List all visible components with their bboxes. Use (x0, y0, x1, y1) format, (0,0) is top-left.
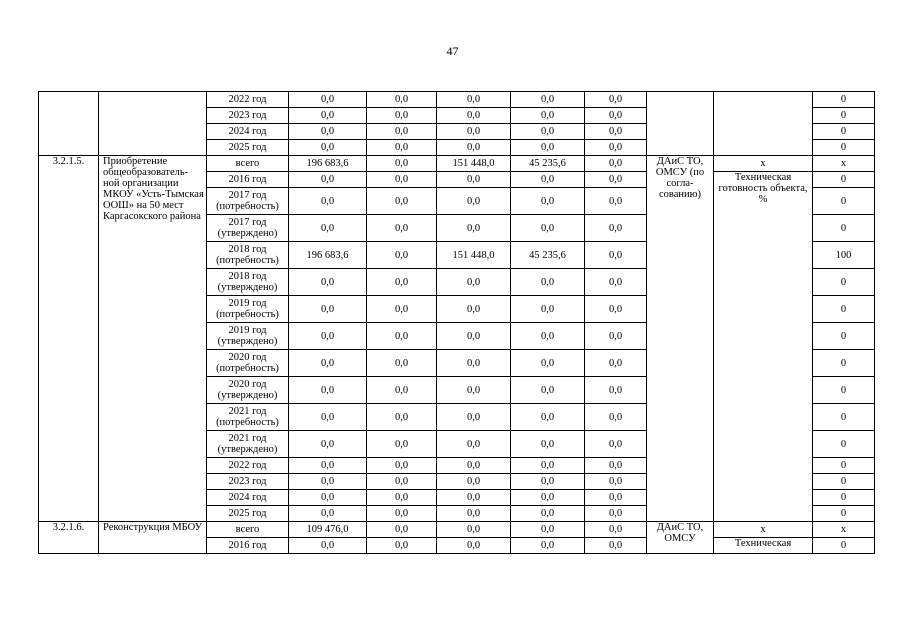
regional-cell: 0,0 (437, 474, 511, 490)
regional-cell: 0,0 (437, 108, 511, 124)
indicator-value: 0 (813, 431, 875, 458)
total-cell: 0,0 (289, 108, 367, 124)
total-cell: 0,0 (289, 506, 367, 522)
total-cell: 0,0 (289, 215, 367, 242)
indicator-value: 0 (813, 474, 875, 490)
total-cell: 0,0 (289, 431, 367, 458)
period-cell: 2017 год (утверждено) (207, 215, 289, 242)
extra-cell: 0,0 (585, 296, 647, 323)
extra-cell: 0,0 (585, 269, 647, 296)
total-cell: 109 476,0 (289, 522, 367, 538)
regional-cell: 0,0 (437, 92, 511, 108)
regional-cell: 0,0 (437, 296, 511, 323)
indicator-value: 0 (813, 490, 875, 506)
extra-cell: 0,0 (585, 124, 647, 140)
period-cell: 2023 год (207, 474, 289, 490)
indicator-value: 100 (813, 242, 875, 269)
extra-cell: 0,0 (585, 108, 647, 124)
federal-cell: 0,0 (367, 156, 437, 172)
total-cell: 0,0 (289, 92, 367, 108)
federal-cell: 0,0 (367, 172, 437, 188)
local-cell: 0,0 (511, 377, 585, 404)
period-cell: 2021 год (утверждено) (207, 431, 289, 458)
federal-cell: 0,0 (367, 490, 437, 506)
extra-cell: 0,0 (585, 92, 647, 108)
extra-cell: 0,0 (585, 538, 647, 554)
federal-cell: 0,0 (367, 188, 437, 215)
total-cell: 196 683,6 (289, 242, 367, 269)
extra-cell: 0,0 (585, 474, 647, 490)
period-cell: 2019 год (потребность) (207, 296, 289, 323)
period-cell: 2016 год (207, 172, 289, 188)
total-cell: 0,0 (289, 124, 367, 140)
total-cell: 0,0 (289, 172, 367, 188)
total-cell: 0,0 (289, 188, 367, 215)
local-cell: 0,0 (511, 172, 585, 188)
program-table (38, 91, 875, 554)
indicator-value: 0 (813, 124, 875, 140)
indicator-value: 0 (813, 108, 875, 124)
period-cell: 2020 год (потребность) (207, 350, 289, 377)
indicator-value: 0 (813, 215, 875, 242)
federal-cell: 0,0 (367, 431, 437, 458)
period-cell: 2021 год (потребность) (207, 404, 289, 431)
federal-cell: 0,0 (367, 124, 437, 140)
page-number: 47 (446, 44, 459, 58)
federal-cell: 0,0 (367, 296, 437, 323)
local-cell: 0,0 (511, 188, 585, 215)
period-cell: 2018 год (утверждено) (207, 269, 289, 296)
period-cell: 2022 год (207, 92, 289, 108)
indicator-value: 0 (813, 172, 875, 188)
local-cell: 0,0 (511, 215, 585, 242)
regional-cell: 0,0 (437, 431, 511, 458)
period-cell: 2023 год (207, 108, 289, 124)
federal-cell: 0,0 (367, 404, 437, 431)
federal-cell: 0,0 (367, 269, 437, 296)
indicator-first-cell: х (714, 522, 813, 538)
table-row (39, 522, 875, 538)
item-name: Приобретение общеобразователь-ной организации МКОУ «Усть-Тымская ООШ» на 50 мест Каргасокского района (99, 156, 207, 522)
extra-cell: 0,0 (585, 506, 647, 522)
executor-cell: ДАиС ТО, ОМСУ (по согла-сованию) (647, 156, 714, 522)
local-cell: 0,0 (511, 458, 585, 474)
executor-cell (647, 92, 714, 156)
period-cell: 2017 год (потребность) (207, 188, 289, 215)
table-row (39, 92, 875, 108)
local-cell: 45 235,6 (511, 242, 585, 269)
regional-cell: 0,0 (437, 215, 511, 242)
federal-cell: 0,0 (367, 92, 437, 108)
local-cell: 0,0 (511, 490, 585, 506)
indicator-value: 0 (813, 269, 875, 296)
extra-cell: 0,0 (585, 490, 647, 506)
extra-cell: 0,0 (585, 172, 647, 188)
indicator-value: 0 (813, 404, 875, 431)
period-cell: 2025 год (207, 140, 289, 156)
total-cell: 0,0 (289, 269, 367, 296)
total-cell: 0,0 (289, 323, 367, 350)
local-cell: 0,0 (511, 269, 585, 296)
indicator-value: 0 (813, 188, 875, 215)
total-cell: 196 683,6 (289, 156, 367, 172)
total-cell: 0,0 (289, 490, 367, 506)
regional-cell: 0,0 (437, 172, 511, 188)
regional-cell: 0,0 (437, 490, 511, 506)
regional-cell: 0,0 (437, 538, 511, 554)
period-cell: 2020 год (утверждено) (207, 377, 289, 404)
period-cell: 2024 год (207, 124, 289, 140)
extra-cell: 0,0 (585, 431, 647, 458)
federal-cell: 0,0 (367, 140, 437, 156)
federal-cell: 0,0 (367, 242, 437, 269)
federal-cell: 0,0 (367, 458, 437, 474)
regional-cell: 0,0 (437, 522, 511, 538)
extra-cell: 0,0 (585, 188, 647, 215)
regional-cell: 0,0 (437, 188, 511, 215)
indicator-value: 0 (813, 377, 875, 404)
indicator-value: 0 (813, 350, 875, 377)
federal-cell: 0,0 (367, 215, 437, 242)
extra-cell: 0,0 (585, 377, 647, 404)
extra-cell: 0,0 (585, 156, 647, 172)
local-cell: 0,0 (511, 296, 585, 323)
regional-cell: 0,0 (437, 404, 511, 431)
regional-cell: 0,0 (437, 323, 511, 350)
indicator-value: 0 (813, 458, 875, 474)
item-name: Реконструкция МБОУ (99, 522, 207, 554)
regional-cell: 0,0 (437, 458, 511, 474)
regional-cell: 151 448,0 (437, 242, 511, 269)
federal-cell: 0,0 (367, 474, 437, 490)
item-code: 3.2.1.5. (39, 156, 99, 522)
total-cell: 0,0 (289, 404, 367, 431)
regional-cell: 151 448,0 (437, 156, 511, 172)
indicator-value: 0 (813, 506, 875, 522)
extra-cell: 0,0 (585, 323, 647, 350)
local-cell: 0,0 (511, 140, 585, 156)
indicator-value: 0 (813, 296, 875, 323)
regional-cell: 0,0 (437, 140, 511, 156)
local-cell: 0,0 (511, 538, 585, 554)
period-cell: 2022 год (207, 458, 289, 474)
local-cell: 0,0 (511, 474, 585, 490)
regional-cell: 0,0 (437, 350, 511, 377)
extra-cell: 0,0 (585, 522, 647, 538)
indicator-cell (714, 92, 813, 156)
regional-cell: 0,0 (437, 269, 511, 296)
extra-cell: 0,0 (585, 215, 647, 242)
indicator-value: х (813, 522, 875, 538)
local-cell: 0,0 (511, 404, 585, 431)
period-cell: 2018 год (потребность) (207, 242, 289, 269)
federal-cell: 0,0 (367, 350, 437, 377)
indicator-value: 0 (813, 538, 875, 554)
indicator-value: 0 (813, 92, 875, 108)
federal-cell: 0,0 (367, 108, 437, 124)
period-cell: всего (207, 156, 289, 172)
local-cell: 0,0 (511, 108, 585, 124)
item-code: 3.2.1.6. (39, 522, 99, 554)
total-cell: 0,0 (289, 458, 367, 474)
period-cell: 2016 год (207, 538, 289, 554)
regional-cell: 0,0 (437, 377, 511, 404)
total-cell: 0,0 (289, 140, 367, 156)
total-cell: 0,0 (289, 474, 367, 490)
local-cell: 0,0 (511, 522, 585, 538)
period-cell: всего (207, 522, 289, 538)
local-cell: 0,0 (511, 124, 585, 140)
item-name (99, 92, 207, 156)
indicator-cell: Техническая готовность объекта, % (714, 172, 813, 522)
local-cell: 0,0 (511, 350, 585, 377)
period-cell: 2024 год (207, 490, 289, 506)
total-cell: 0,0 (289, 350, 367, 377)
indicator-cell: Техническая (714, 538, 813, 554)
total-cell: 0,0 (289, 538, 367, 554)
total-cell: 0,0 (289, 377, 367, 404)
federal-cell: 0,0 (367, 377, 437, 404)
extra-cell: 0,0 (585, 140, 647, 156)
extra-cell: 0,0 (585, 242, 647, 269)
extra-cell: 0,0 (585, 404, 647, 431)
extra-cell: 0,0 (585, 458, 647, 474)
federal-cell: 0,0 (367, 538, 437, 554)
federal-cell: 0,0 (367, 506, 437, 522)
regional-cell: 0,0 (437, 506, 511, 522)
local-cell: 0,0 (511, 431, 585, 458)
period-cell: 2025 год (207, 506, 289, 522)
local-cell: 0,0 (511, 92, 585, 108)
total-cell: 0,0 (289, 296, 367, 323)
federal-cell: 0,0 (367, 323, 437, 350)
executor-cell: ДАиС ТО, ОМСУ (647, 522, 714, 554)
extra-cell: 0,0 (585, 350, 647, 377)
period-cell: 2019 год (утверждено) (207, 323, 289, 350)
local-cell: 0,0 (511, 506, 585, 522)
indicator-first-cell: х (714, 156, 813, 172)
table-row (39, 156, 875, 172)
item-code (39, 92, 99, 156)
indicator-value: 0 (813, 323, 875, 350)
indicator-value: х (813, 156, 875, 172)
local-cell: 0,0 (511, 323, 585, 350)
indicator-value: 0 (813, 140, 875, 156)
local-cell: 45 235,6 (511, 156, 585, 172)
federal-cell: 0,0 (367, 522, 437, 538)
regional-cell: 0,0 (437, 124, 511, 140)
